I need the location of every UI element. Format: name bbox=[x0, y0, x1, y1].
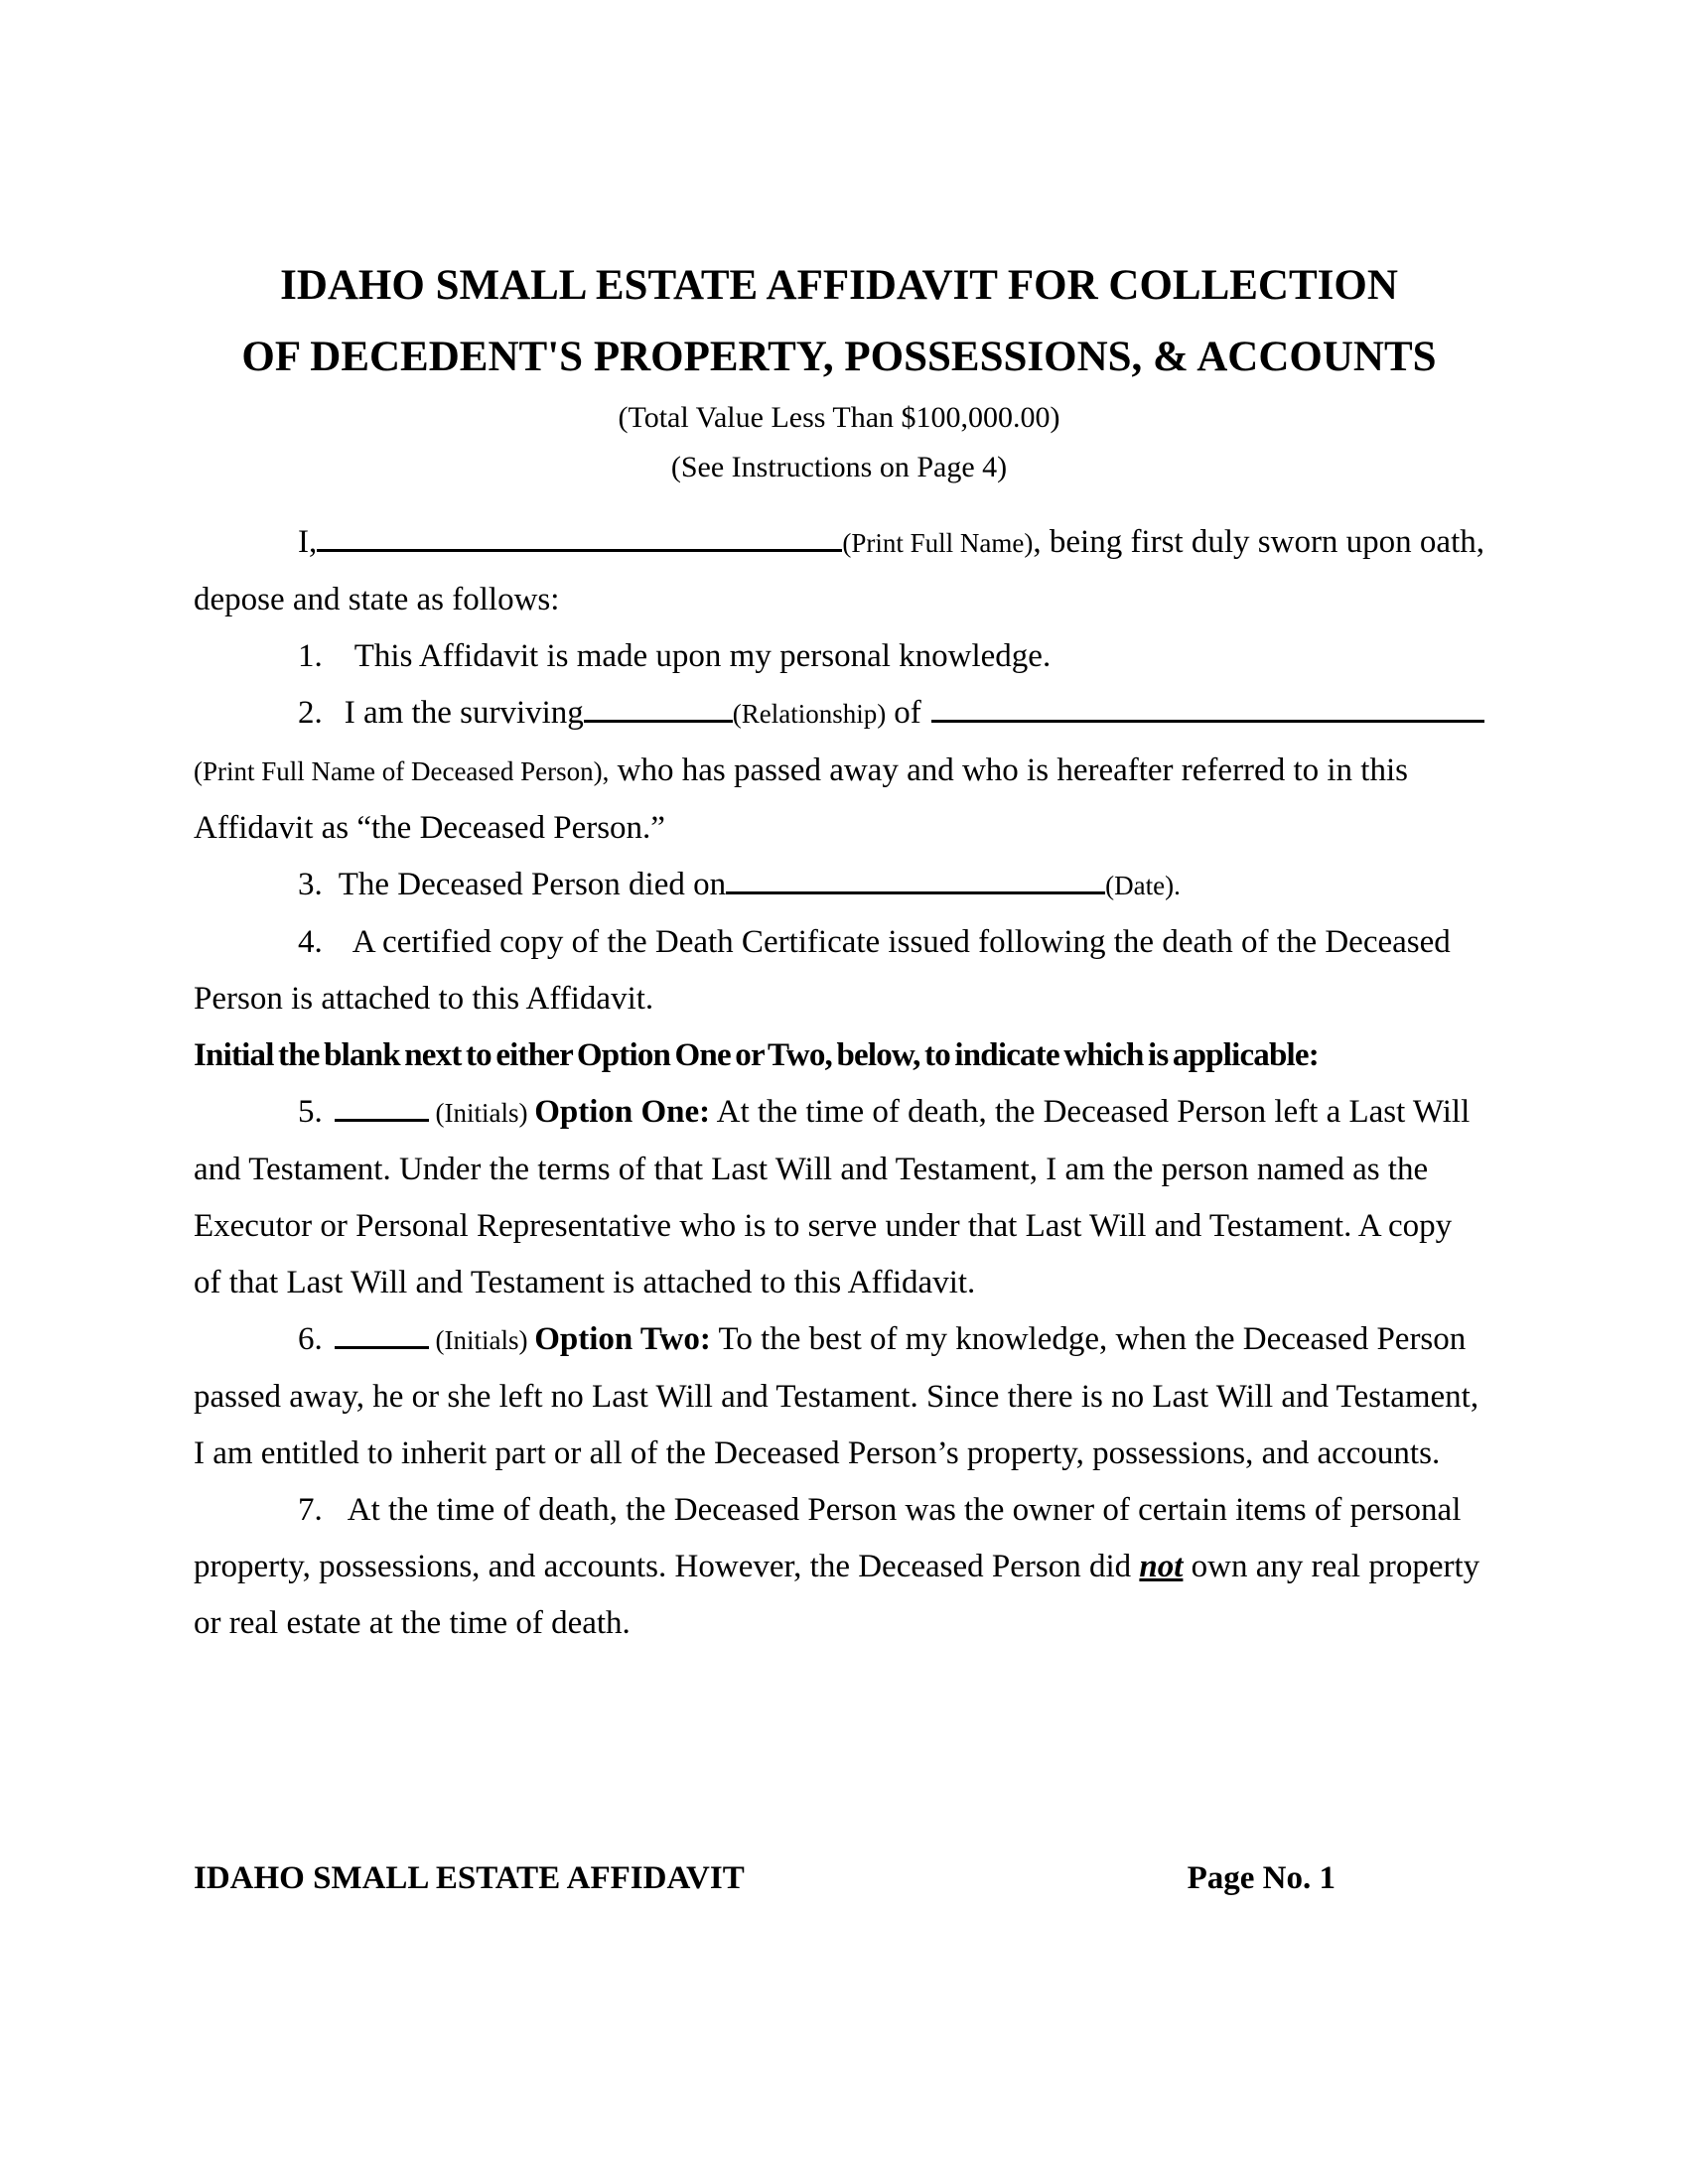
relationship-blank[interactable] bbox=[584, 692, 733, 723]
item-3-text: The Deceased Person died on bbox=[338, 867, 727, 902]
option-two-initials-label: (Initials) bbox=[428, 1325, 535, 1355]
item-7-text-post: own any real property or real estate at the time of death. bbox=[194, 1549, 1480, 1641]
item-2-text: I am the surviving bbox=[344, 695, 584, 731]
item-3-number: 3. bbox=[298, 867, 323, 902]
page-footer bbox=[194, 1858, 1494, 1898]
affiant-intro-line bbox=[194, 514, 1484, 572]
footer-page-number: Page No. 1 bbox=[1187, 1860, 1336, 1896]
item-6-option-two bbox=[194, 1311, 1484, 1482]
deceased-person-name-label: (Print Full Name of Deceased Person), bbox=[194, 756, 610, 786]
item-1-number: 1. bbox=[298, 638, 323, 674]
subtitle-see-instructions: (See Instructions on Page 4) bbox=[670, 451, 1008, 483]
item-5-number: 5. bbox=[298, 1094, 323, 1130]
item-1 bbox=[194, 628, 1484, 685]
title-line-1: IDAHO SMALL ESTATE AFFIDAVIT FOR COLLECTION bbox=[280, 262, 1398, 309]
item-7-text-pre: At the time of death, the Deceased Person was the owner of certain items of personal property, possessions, and accounts. However, the Deceased Person did bbox=[194, 1492, 1462, 1584]
item-4-number: 4. bbox=[298, 924, 323, 960]
death-date-label: (Date). bbox=[1105, 871, 1181, 900]
item-2-line bbox=[194, 685, 1484, 743]
item-2-continuation bbox=[194, 743, 1484, 857]
item-7-number: 7. bbox=[298, 1492, 323, 1528]
deceased-person-name-blank[interactable] bbox=[931, 692, 1484, 723]
title-line-2: OF DECEDENT'S PROPERTY, POSSESSIONS, & ACCOUNTS bbox=[241, 334, 1437, 380]
option-one-label: Option One: bbox=[534, 1094, 711, 1130]
initial-instruction: Initial the blank next to either Option One or Two, below, to indicate which is applicable: bbox=[194, 1037, 1319, 1073]
subtitle-value-limit: (Total Value Less Than $100,000.00) bbox=[618, 401, 1060, 434]
item-4 bbox=[194, 914, 1484, 1027]
item-2-of-word: of bbox=[894, 695, 921, 731]
item-5-option-one bbox=[194, 1084, 1484, 1311]
intro-rest: , being first duly sworn upon oath, bbox=[1033, 524, 1484, 560]
item-7-not-word: not bbox=[1139, 1549, 1184, 1584]
item-7 bbox=[194, 1482, 1484, 1652]
footer-document-title: IDAHO SMALL ESTATE AFFIDAVIT bbox=[194, 1860, 745, 1896]
option-two-label: Option Two: bbox=[534, 1321, 711, 1357]
option-one-initials-label: (Initials) bbox=[428, 1098, 535, 1128]
item-1-text: This Affidavit is made upon my personal knowledge. bbox=[353, 638, 1052, 674]
item-6-number: 6. bbox=[298, 1321, 323, 1357]
option-two-text: To the best of my knowledge, when the Deceased Person passed away, he or she left no Last Will and Testament. Since there is no Last Will and Testament, I am entitled to inherit part or all of the Deceased Person’s property, possessions, and accounts. bbox=[194, 1321, 1479, 1471]
option-one-initials-blank[interactable] bbox=[335, 1091, 429, 1122]
item-2-number: 2. bbox=[298, 695, 323, 731]
intro-continuation: depose and state as follows: bbox=[194, 582, 560, 617]
item-4-text: A certified copy of the Death Certificate issued following the death of the Deceased Person is attached to this Affidavit. bbox=[194, 924, 1451, 1017]
item-3 bbox=[194, 857, 1484, 914]
item-2-continuation-text: who has passed away and who is hereafter referred to in this Affidavit as “the Deceased Person.” bbox=[194, 752, 1408, 846]
option-two-initials-blank[interactable] bbox=[335, 1318, 429, 1349]
print-full-name-label: (Print Full Name) bbox=[842, 528, 1034, 558]
relationship-label: (Relationship) bbox=[732, 699, 887, 729]
print-full-name-blank[interactable] bbox=[317, 521, 842, 552]
option-one-text: At the time of death, the Deceased Person left a Last Will and Testament. Under the terms of that Last Will and Testament, I am the person named as the Executor or Personal Representative who is to serve under that Last Will and Testament. A copy of that Last Will and Testament is attached to this Affidavit. bbox=[194, 1094, 1471, 1300]
death-date-blank[interactable] bbox=[726, 864, 1105, 894]
intro-lead: I, bbox=[298, 524, 318, 560]
document-title bbox=[194, 250, 1484, 393]
